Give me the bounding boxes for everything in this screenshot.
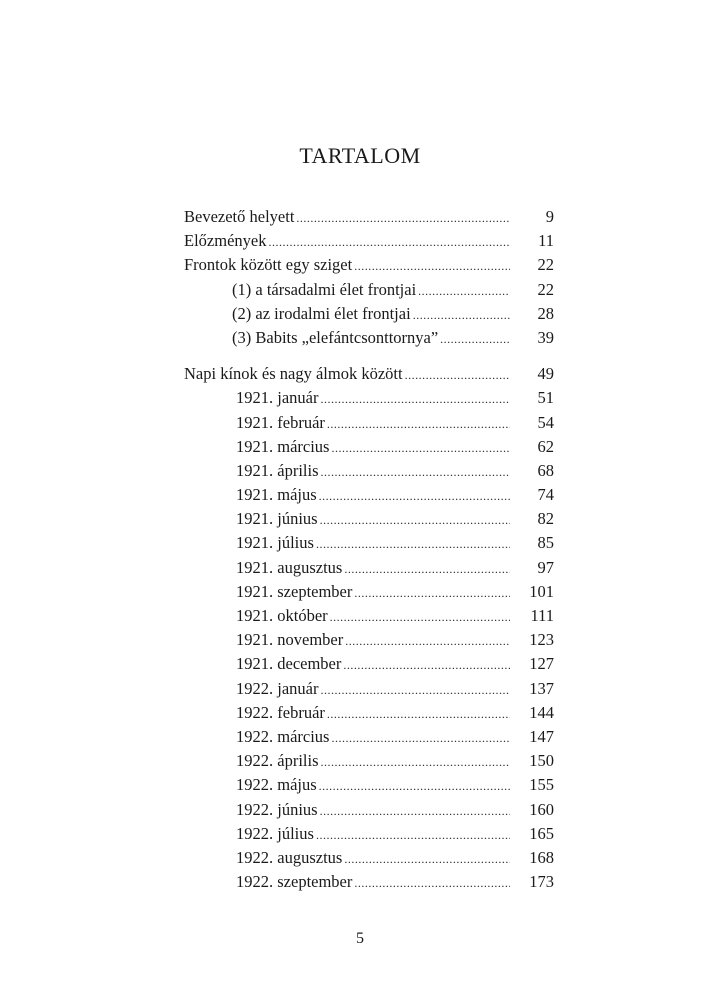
toc-entry-label-wrap — [184, 435, 518, 460]
dot-leader — [331, 726, 510, 750]
toc-entry — [184, 507, 554, 531]
toc-entry — [184, 386, 554, 410]
toc-entry-page-number: 68 — [537, 460, 554, 480]
toc-entry — [184, 362, 554, 386]
toc-entry-page-number: 39 — [537, 327, 554, 347]
toc-entry-page-number: 101 — [529, 581, 554, 601]
toc-entry-page-number: 150 — [529, 751, 554, 771]
toc-entry-label-wrap — [184, 483, 518, 508]
dot-leader — [319, 774, 510, 798]
dot-leader — [418, 279, 510, 303]
toc-entry-page-number: 127 — [529, 654, 554, 674]
dot-leader — [330, 605, 510, 629]
dot-leader — [440, 327, 510, 351]
dot-leader — [344, 847, 510, 871]
toc-entry-page-number: 54 — [537, 412, 554, 432]
toc-entry — [184, 483, 554, 507]
toc-entry-label-wrap — [184, 798, 518, 823]
toc-entry-label: (1) a társadalmi élet frontjai — [232, 279, 417, 299]
dot-leader — [327, 702, 510, 726]
toc-entry — [184, 798, 554, 822]
toc-entry-label-wrap — [184, 326, 518, 351]
dot-leader — [320, 799, 510, 823]
dot-leader — [344, 557, 510, 581]
toc-entry-label: 1921. december — [236, 654, 342, 674]
toc-entry-label-wrap — [184, 386, 518, 411]
toc-entry-label: 1921. március — [236, 436, 330, 456]
toc-entry-label-wrap — [184, 701, 518, 726]
page-title: TARTALOM — [299, 143, 421, 168]
toc-entry-label-wrap — [184, 253, 518, 278]
dot-leader — [268, 230, 510, 254]
toc-entry — [184, 411, 554, 435]
toc-entry-label-wrap — [184, 628, 518, 653]
toc-entry-label-wrap — [184, 580, 518, 605]
toc-entry-page-number: 62 — [537, 436, 554, 456]
dot-leader — [320, 678, 510, 702]
toc-entry — [184, 205, 554, 229]
toc-entry-label: Frontok között egy sziget — [184, 255, 353, 275]
toc-entry-page-number: 28 — [537, 303, 554, 323]
toc-entry-page-number: 155 — [529, 775, 554, 795]
toc-entry-page-number: 160 — [529, 799, 554, 819]
toc-entry — [184, 773, 554, 797]
toc-entry-label: Napi kínok és nagy álmok között — [184, 364, 403, 384]
dot-leader — [319, 484, 510, 508]
toc-entry-label: Bevezető helyett — [184, 207, 295, 226]
toc-entry-label: 1921. január — [236, 388, 319, 408]
toc-entry — [184, 628, 554, 652]
toc-entry-label: 1922. február — [236, 702, 325, 722]
toc-entry-label-wrap — [184, 725, 518, 750]
toc-entry-label-wrap — [184, 556, 518, 581]
toc-entry-label: (3) Babits „elefántcsonttornya” — [232, 327, 439, 347]
dot-leader — [320, 387, 510, 411]
toc-entry — [184, 253, 554, 277]
toc-entry-label: 1922. május — [236, 775, 317, 795]
toc-entry-label-wrap — [184, 302, 518, 327]
toc-entry-label: 1922. szeptember — [236, 872, 353, 892]
toc-entry-page-number: 137 — [529, 678, 554, 698]
toc-entry — [184, 870, 554, 894]
toc-entry-label: (2) az irodalmi élet frontjai — [232, 303, 411, 323]
toc-entry — [184, 846, 554, 870]
toc-entry-page-number: 82 — [537, 509, 554, 529]
dot-leader — [327, 412, 510, 436]
toc-entry — [184, 822, 554, 846]
toc-entry-label-wrap — [184, 531, 518, 556]
toc-entry-label: 1922. január — [236, 678, 319, 698]
toc-entry-page-number: 144 — [529, 702, 554, 722]
dot-leader — [321, 750, 511, 774]
toc-entry-label-wrap — [184, 411, 518, 436]
toc-entry-page-number: 111 — [530, 606, 554, 625]
toc-entry — [184, 701, 554, 725]
toc-entry — [184, 604, 554, 628]
toc-entry-page-number: 74 — [537, 485, 554, 505]
toc-entry-label: 1921. február — [236, 412, 325, 432]
toc-entry — [184, 326, 554, 350]
dot-leader — [345, 629, 510, 653]
toc-entry-page-number: 147 — [529, 726, 554, 746]
toc-entry-label: 1921. május — [236, 485, 317, 505]
toc-entry — [184, 749, 554, 773]
toc-entry-page-number: 165 — [529, 823, 554, 843]
dot-leader — [296, 206, 510, 230]
toc-entry — [184, 556, 554, 580]
dot-leader — [316, 532, 510, 556]
dot-leader — [321, 460, 511, 484]
toc-entry — [184, 435, 554, 459]
dot-leader — [354, 581, 510, 605]
toc-entry-label: 1921. július — [236, 533, 314, 553]
toc-entry-label: Előzmények — [184, 231, 267, 251]
dot-leader — [316, 823, 510, 847]
toc-entry — [184, 677, 554, 701]
toc-entry-label-wrap — [184, 229, 518, 254]
dot-leader — [320, 508, 510, 532]
toc-entry-label-wrap — [184, 205, 518, 230]
toc-entry — [184, 278, 554, 302]
toc-entry-label: 1922. augusztus — [236, 847, 343, 867]
toc-entry-label-wrap — [184, 870, 518, 895]
toc-entry-page-number: 9 — [545, 207, 554, 226]
toc-entry-label: 1922. július — [236, 823, 314, 843]
dot-leader — [413, 303, 510, 327]
toc-entry-label-wrap — [184, 362, 518, 387]
toc-entry-label: 1921. augusztus — [236, 557, 343, 577]
toc-entry-label-wrap — [184, 846, 518, 871]
toc-entry-page-number: 85 — [537, 533, 554, 553]
toc-entry-label: 1922. április — [236, 751, 319, 771]
toc-entry-label-wrap — [184, 652, 518, 677]
toc-entry-label: 1922. június — [236, 799, 318, 819]
toc-entry — [184, 302, 554, 326]
toc-entry-label-wrap — [184, 278, 518, 303]
toc-entry-label-wrap — [184, 604, 518, 629]
toc-entry-page-number: 173 — [529, 872, 554, 892]
toc-entry — [184, 580, 554, 604]
toc-entry-label: 1921. november — [236, 630, 344, 650]
toc-entry-page-number: 22 — [537, 255, 554, 275]
toc-entry-label-wrap — [184, 507, 518, 532]
toc-entry-label: 1921. szeptember — [236, 581, 353, 601]
toc-entry — [184, 531, 554, 555]
toc-entry-page-number: 22 — [537, 279, 554, 299]
toc-entry — [184, 725, 554, 749]
toc-entry-label: 1921. április — [236, 460, 319, 480]
dot-leader — [405, 363, 510, 387]
dot-leader — [343, 653, 510, 677]
toc-entry-page-number: 11 — [538, 231, 554, 251]
toc-entry-page-number: 168 — [529, 847, 554, 867]
toc-entry — [184, 229, 554, 253]
dot-leader — [354, 871, 510, 895]
toc-entry-label: 1921. október — [236, 606, 328, 625]
dot-leader — [354, 254, 510, 278]
toc-entry-label-wrap — [184, 773, 518, 798]
toc-entry — [184, 652, 554, 676]
toc-entry-label-wrap — [184, 749, 518, 774]
page-number: 5 — [356, 930, 364, 947]
toc-entry-page-number: 49 — [537, 364, 554, 384]
dot-leader — [331, 436, 510, 460]
toc-entry — [184, 459, 554, 483]
toc-entry-label-wrap — [184, 822, 518, 847]
toc-entry-label-wrap — [184, 677, 518, 702]
toc-entry-page-number: 123 — [529, 630, 554, 650]
toc-entry-label-wrap — [184, 459, 518, 484]
toc-entry-label: 1921. június — [236, 509, 318, 529]
section-gap — [184, 350, 554, 362]
table-of-contents — [184, 205, 554, 894]
toc-entry-page-number: 97 — [537, 557, 554, 577]
toc-entry-page-number: 51 — [537, 388, 554, 408]
toc-entry-label: 1922. március — [236, 726, 330, 746]
